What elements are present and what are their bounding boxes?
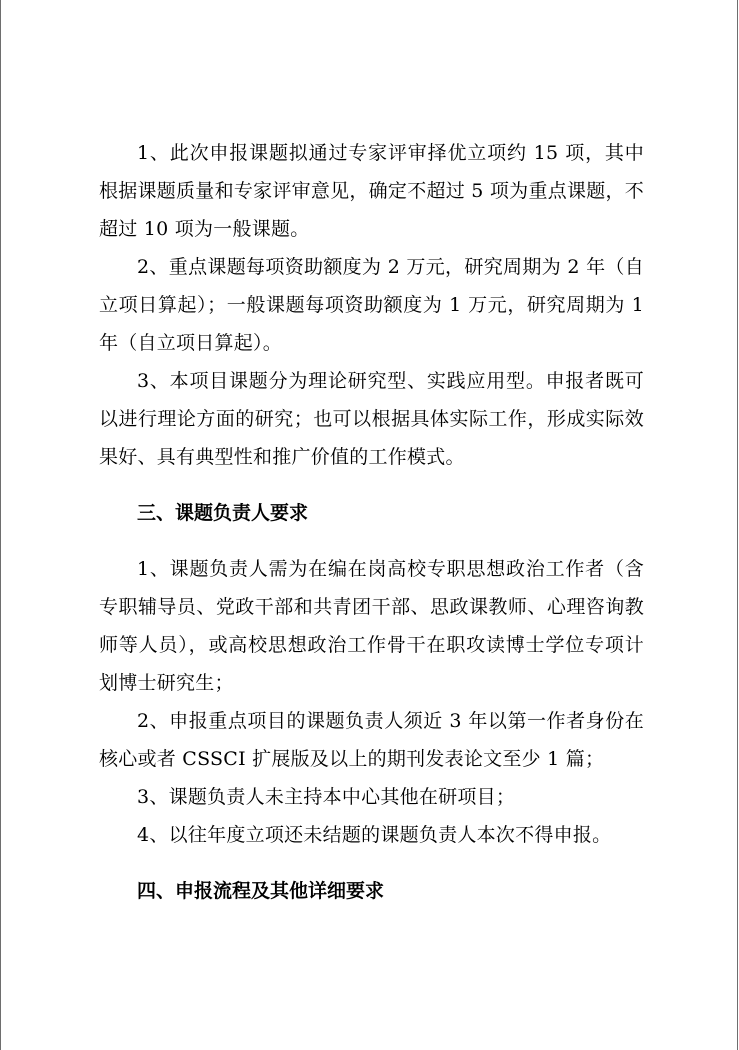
page-border-left bbox=[0, 0, 1, 1050]
page-border-right bbox=[737, 0, 738, 1050]
paragraph-project-types: 3、本项目课题分为理论研究型、实践应用型。申报者既可以进行理论方面的研究；也可以根据具体实际工作，形成实际效果好、具有典型性和推广价值的工作模式。 bbox=[99, 370, 644, 468]
paragraph-requirement-1: 1、课题负责人需为在编在岗高校专职思想政治工作者（含专职辅导员、党政干部和共青团干部、思政课教师、心理咨询教师等人员），或高校思想政治工作骨干在职攻读博士学位专项计划博士研究生； bbox=[99, 558, 644, 694]
paragraph-requirement-4: 4、以往年度立项还未结题的课题负责人本次不得申报。 bbox=[137, 824, 612, 846]
section-heading-requirements: 三、课题负责人要求 bbox=[137, 502, 309, 524]
section-heading-process: 四、申报流程及其他详细要求 bbox=[137, 880, 385, 902]
paragraph-requirement-2: 2、申报重点项目的课题负责人须近 3 年以第一作者身份在核心或者 CSSCI 扩展版及以上的期刊发表论文至少 1 篇； bbox=[99, 710, 644, 770]
paragraph-funding: 2、重点课题每项资助额度为 2 万元，研究周期为 2 年（自立项日算起）；一般课题每项资助额度为 1 万元，研究周期为 1 年（自立项日算起）。 bbox=[99, 256, 644, 354]
paragraph-requirement-3: 3、课题负责人未主持本中心其他在研项目； bbox=[137, 786, 516, 808]
paragraph-project-count: 1、此次申报课题拟通过专家评审择优立项约 15 项，其中根据课题质量和专家评审意见，确定不超过 5 项为重点课题，不超过 10 项为一般课题。 bbox=[99, 142, 644, 240]
document-body bbox=[99, 134, 644, 910]
